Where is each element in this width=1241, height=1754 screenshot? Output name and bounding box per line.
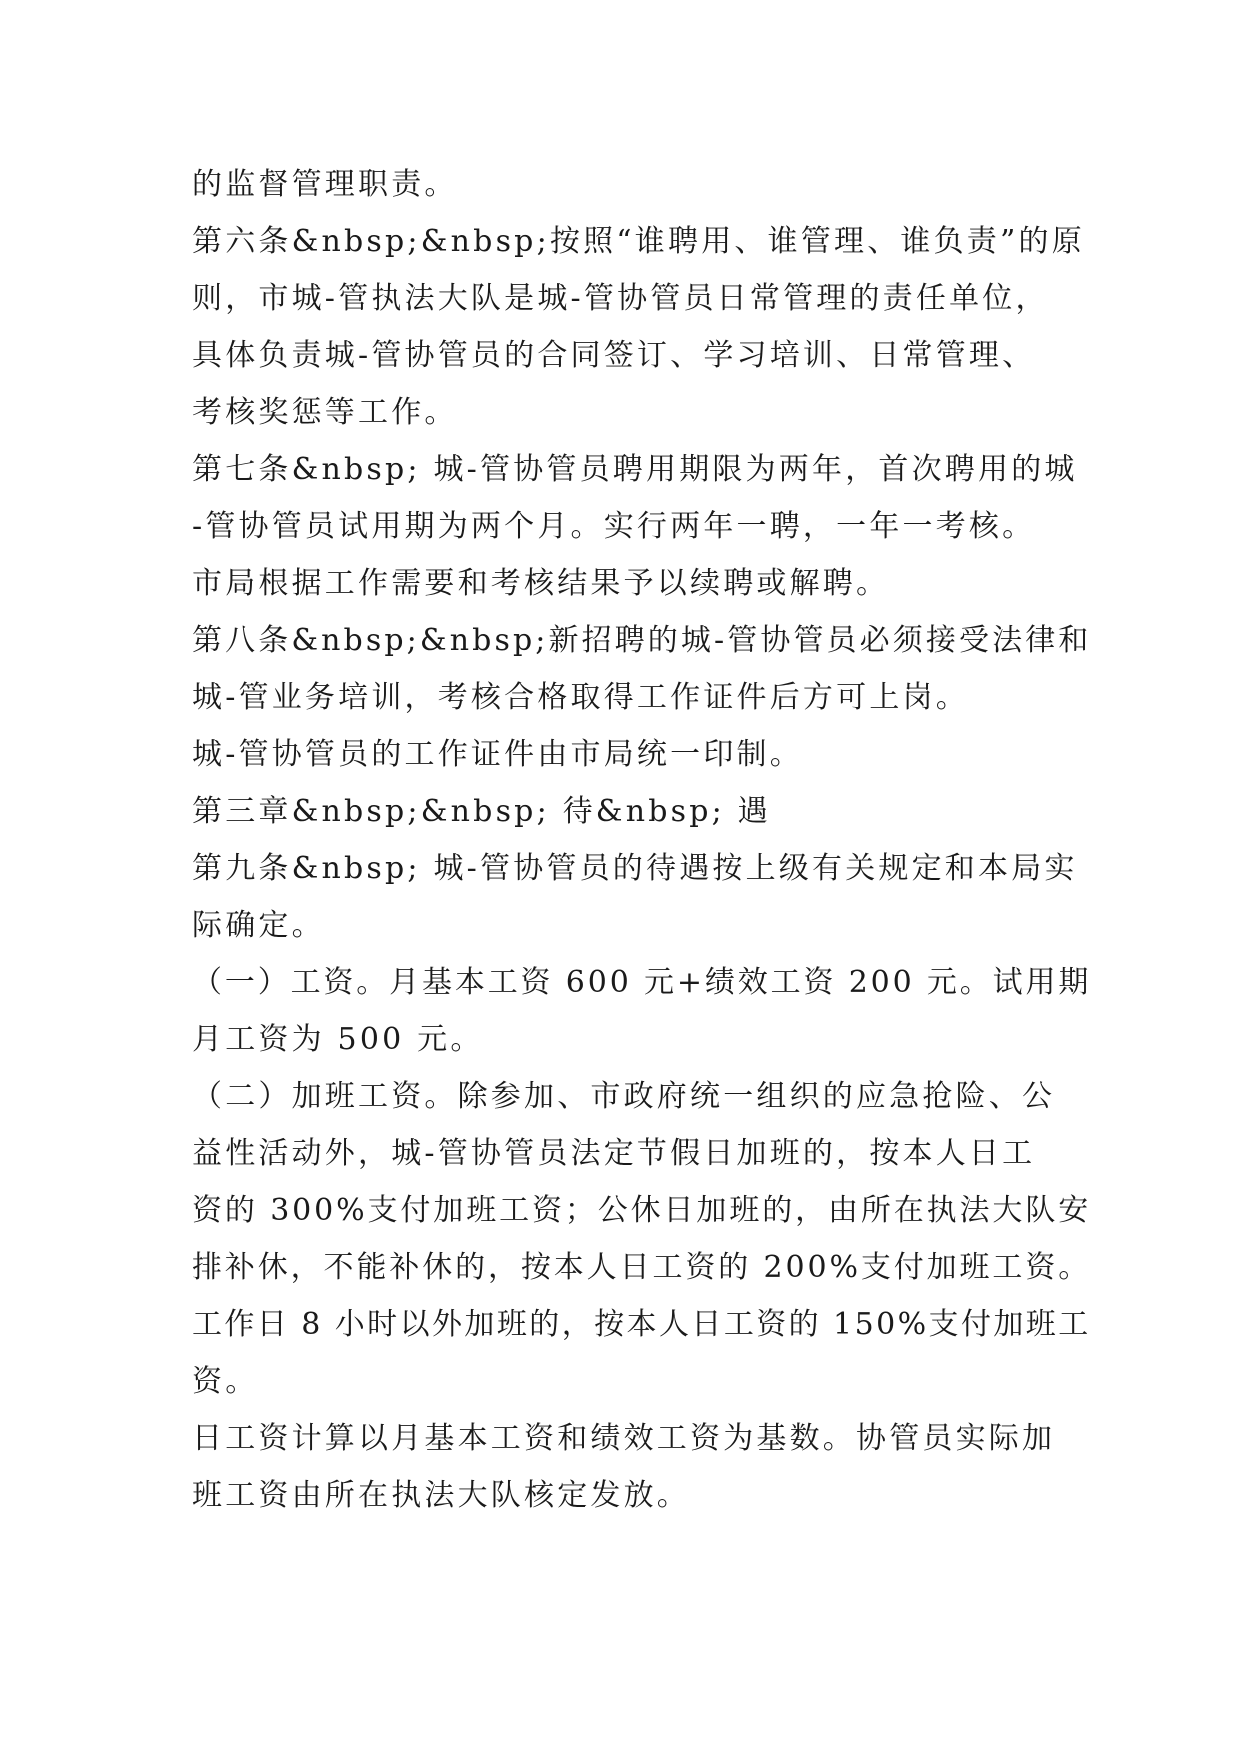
text-line: 际确定。	[192, 908, 325, 943]
text-line: 日工资计算以月基本工资和绩效工资为基数。协管员实际加	[192, 1421, 1056, 1456]
text-line: （二）加班工资。除参加、市政府统一组织的应急抢险、公	[192, 1079, 1056, 1114]
text-line: 第八条&nbsp;&nbsp;新招聘的城-管协管员必须接受法律和	[192, 623, 1092, 658]
text-line: 工作日 8 小时以外加班的，按本人日工资的 150%支付加班工	[192, 1307, 1091, 1342]
chapter-heading: 第三章&nbsp;&nbsp; 待&nbsp; 遇	[192, 794, 771, 829]
text-line: 的监督管理职责。	[192, 167, 458, 202]
text-line: 具体负责城-管协管员的合同签订、学习培训、日常管理、	[192, 338, 1036, 373]
text-line: 班工资由所在执法大队核定发放。	[192, 1478, 690, 1513]
text-line: 益性活动外，城-管协管员法定节假日加班的，按本人日工	[192, 1136, 1036, 1171]
text-line: 城-管业务培训，考核合格取得工作证件后方可上岗。	[192, 680, 969, 715]
text-line: -管协管员试用期为两个月。实行两年一聘，一年一考核。	[192, 509, 1036, 544]
text-line: 资的 300%支付加班工资；公休日加班的，由所在执法大队安	[192, 1193, 1092, 1228]
text-line: 第七条&nbsp; 城-管协管员聘用期限为两年，首次聘用的城	[192, 452, 1078, 487]
text-line: 市局根据工作需要和考核结果予以续聘或解聘。	[192, 566, 890, 601]
text-line: （一）工资。月基本工资 600 元+绩效工资 200 元。试用期	[192, 965, 1092, 1000]
text-line: 资。	[192, 1364, 259, 1399]
text-line: 排补休，不能补休的，按本人日工资的 200%支付加班工资。	[192, 1250, 1092, 1285]
text-line: 考核奖惩等工作。	[192, 395, 458, 430]
text-line: 第六条&nbsp;&nbsp;按照“谁聘用、谁管理、谁负责”的原	[192, 224, 1085, 259]
text-line: 城-管协管员的工作证件由市局统一印制。	[192, 737, 803, 772]
text-line: 第九条&nbsp; 城-管协管员的待遇按上级有关规定和本局实	[192, 851, 1078, 886]
text-line: 则，市城-管执法大队是城-管协管员日常管理的责任单位，	[192, 281, 1049, 316]
text-line: 月工资为 500 元。	[192, 1022, 484, 1057]
